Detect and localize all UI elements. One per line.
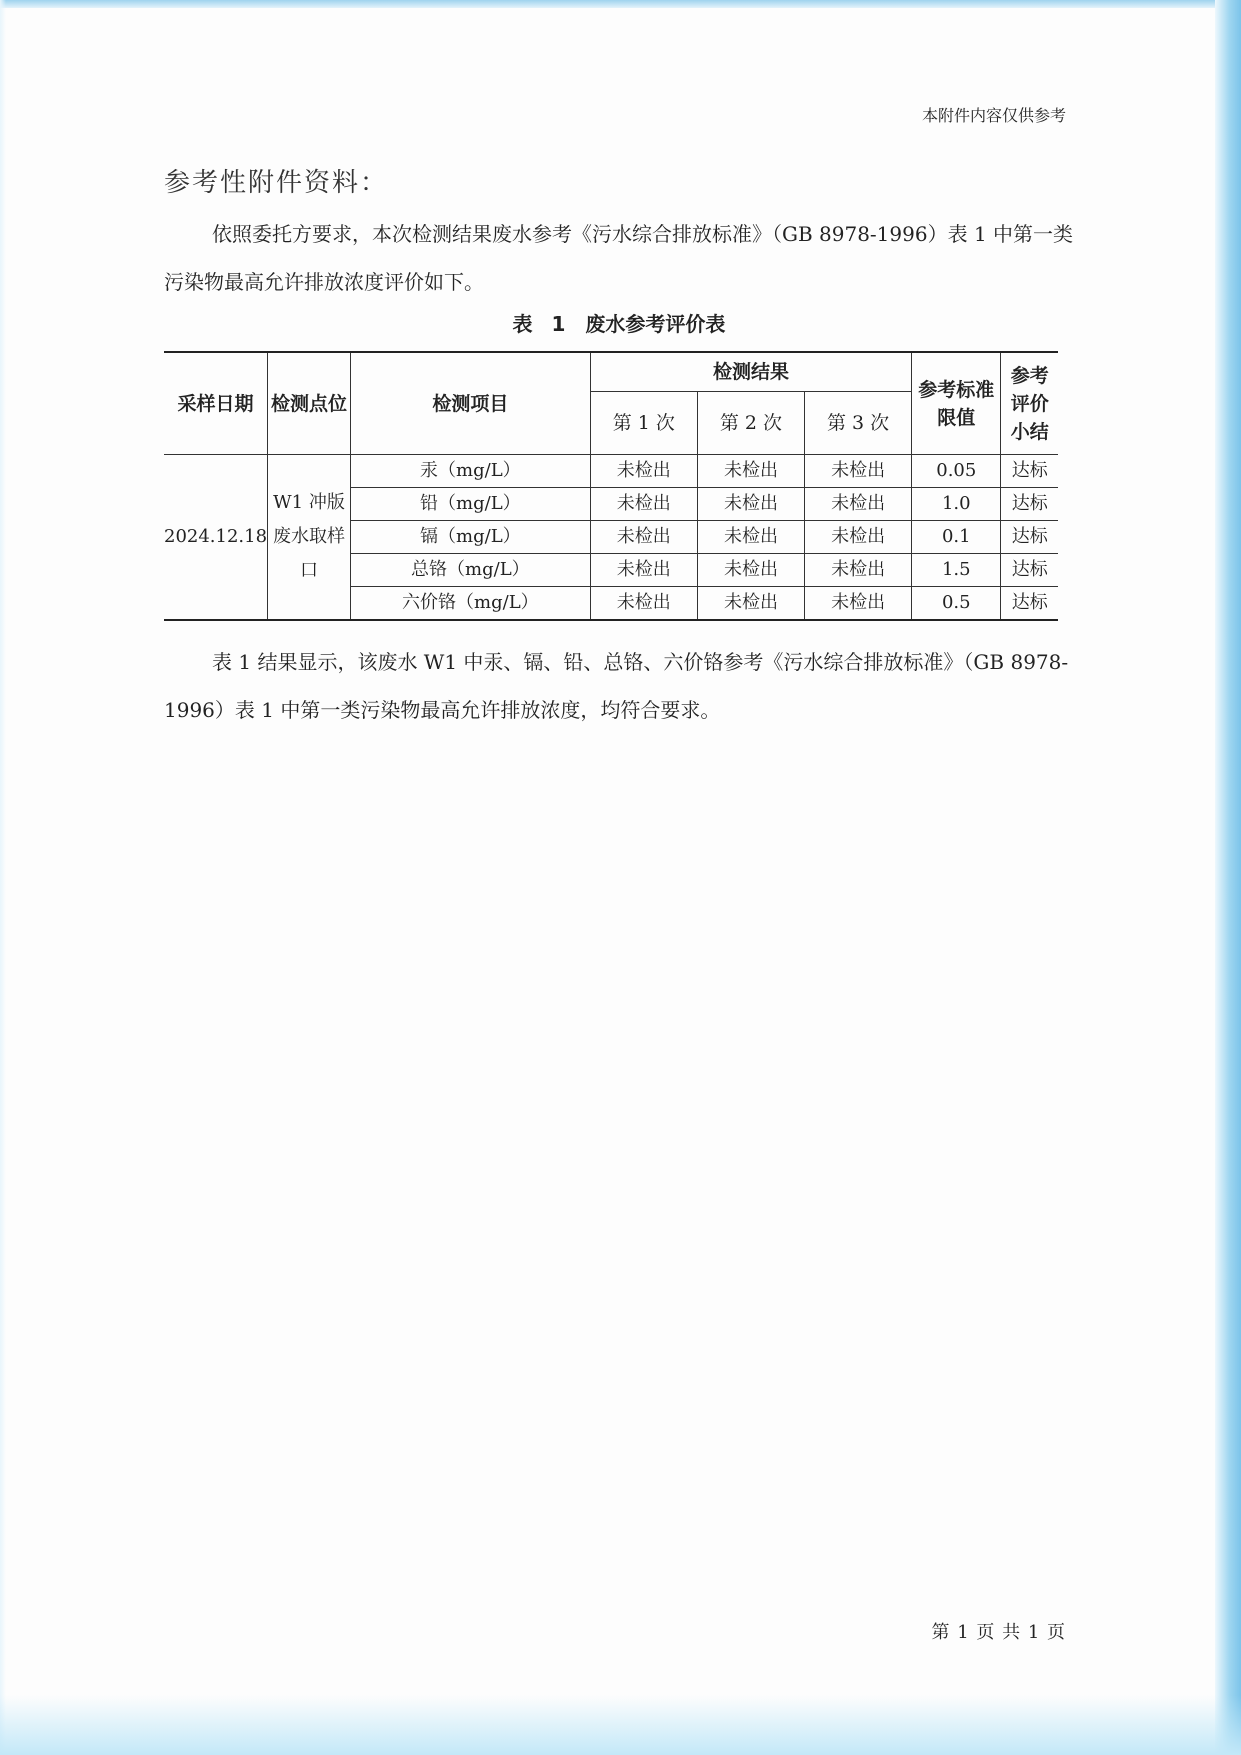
scan-edge-top bbox=[0, 0, 1241, 8]
section-title: 参考性附件资料： bbox=[164, 168, 389, 198]
run-2-cell: 未检出 bbox=[697, 554, 804, 587]
summary-cell: 达标 bbox=[1001, 455, 1058, 488]
run-1-cell: 未检出 bbox=[590, 587, 697, 621]
header-run-3: 第 3 次 bbox=[805, 392, 912, 455]
page-number: 第 1 页 共 1 页 bbox=[931, 1622, 1066, 1643]
header-run-1: 第 1 次 bbox=[590, 392, 697, 455]
conclusion-paragraph-text: 表 1 结果显示，该废水 W1 中汞、镉、铅、总铬、六价铬参考《污水综合排放标准》（GB 8978-1996）表 1 中第一类污染物最高允许排放浓度，均符合要求。 bbox=[164, 650, 1069, 722]
test-point-cell: W1 冲版废水取样口 bbox=[268, 455, 351, 621]
summary-cell: 达标 bbox=[1001, 554, 1058, 587]
evaluation-table bbox=[164, 351, 1058, 621]
header-run-2: 第 2 次 bbox=[697, 392, 804, 455]
header-evaluation-summary: 参考评价小结 bbox=[1001, 352, 1058, 455]
header-sampling-date: 采样日期 bbox=[164, 352, 268, 455]
run-1-cell: 未检出 bbox=[590, 488, 697, 521]
item-cell: 总铬（mg/L） bbox=[350, 554, 590, 587]
limit-cell: 1.0 bbox=[912, 488, 1001, 521]
header-reference-limit: 参考标准限值 bbox=[912, 352, 1001, 455]
header-test-point: 检测点位 bbox=[268, 352, 351, 455]
run-2-cell: 未检出 bbox=[697, 587, 804, 621]
summary-cell: 达标 bbox=[1001, 587, 1058, 621]
conclusion-paragraph bbox=[164, 638, 1076, 734]
limit-cell: 0.5 bbox=[912, 587, 1001, 621]
run-2-cell: 未检出 bbox=[697, 521, 804, 554]
scan-edge-bottom bbox=[0, 1695, 1241, 1755]
scan-edge-right bbox=[1215, 0, 1241, 1755]
run-3-cell: 未检出 bbox=[805, 455, 912, 488]
sampling-date-cell: 2024.12.18 bbox=[164, 455, 268, 621]
run-2-cell: 未检出 bbox=[697, 488, 804, 521]
run-3-cell: 未检出 bbox=[805, 488, 912, 521]
table-row bbox=[164, 455, 1058, 488]
limit-cell: 1.5 bbox=[912, 554, 1001, 587]
run-3-cell: 未检出 bbox=[805, 554, 912, 587]
summary-cell: 达标 bbox=[1001, 488, 1058, 521]
run-1-cell: 未检出 bbox=[590, 455, 697, 488]
table-caption: 表 1 废水参考评价表 bbox=[512, 312, 726, 336]
intro-paragraph bbox=[164, 210, 1076, 306]
run-2-cell: 未检出 bbox=[697, 455, 804, 488]
scan-edge-left bbox=[0, 0, 6, 1755]
item-cell: 六价铬（mg/L） bbox=[350, 587, 590, 621]
item-cell: 铅（mg/L） bbox=[350, 488, 590, 521]
header-test-results: 检测结果 bbox=[590, 352, 911, 392]
header-test-item: 检测项目 bbox=[350, 352, 590, 455]
run-1-cell: 未检出 bbox=[590, 521, 697, 554]
run-1-cell: 未检出 bbox=[590, 554, 697, 587]
item-cell: 镉（mg/L） bbox=[350, 521, 590, 554]
summary-cell: 达标 bbox=[1001, 521, 1058, 554]
limit-cell: 0.1 bbox=[912, 521, 1001, 554]
run-3-cell: 未检出 bbox=[805, 521, 912, 554]
run-3-cell: 未检出 bbox=[805, 587, 912, 621]
item-cell: 汞（mg/L） bbox=[350, 455, 590, 488]
limit-cell: 0.05 bbox=[912, 455, 1001, 488]
intro-paragraph-text: 依照委托方要求，本次检测结果废水参考《污水综合排放标准》（GB 8978-1996）表 1 中第一类污染物最高允许排放浓度评价如下。 bbox=[164, 222, 1074, 294]
header-note: 本附件内容仅供参考 bbox=[921, 106, 1066, 125]
